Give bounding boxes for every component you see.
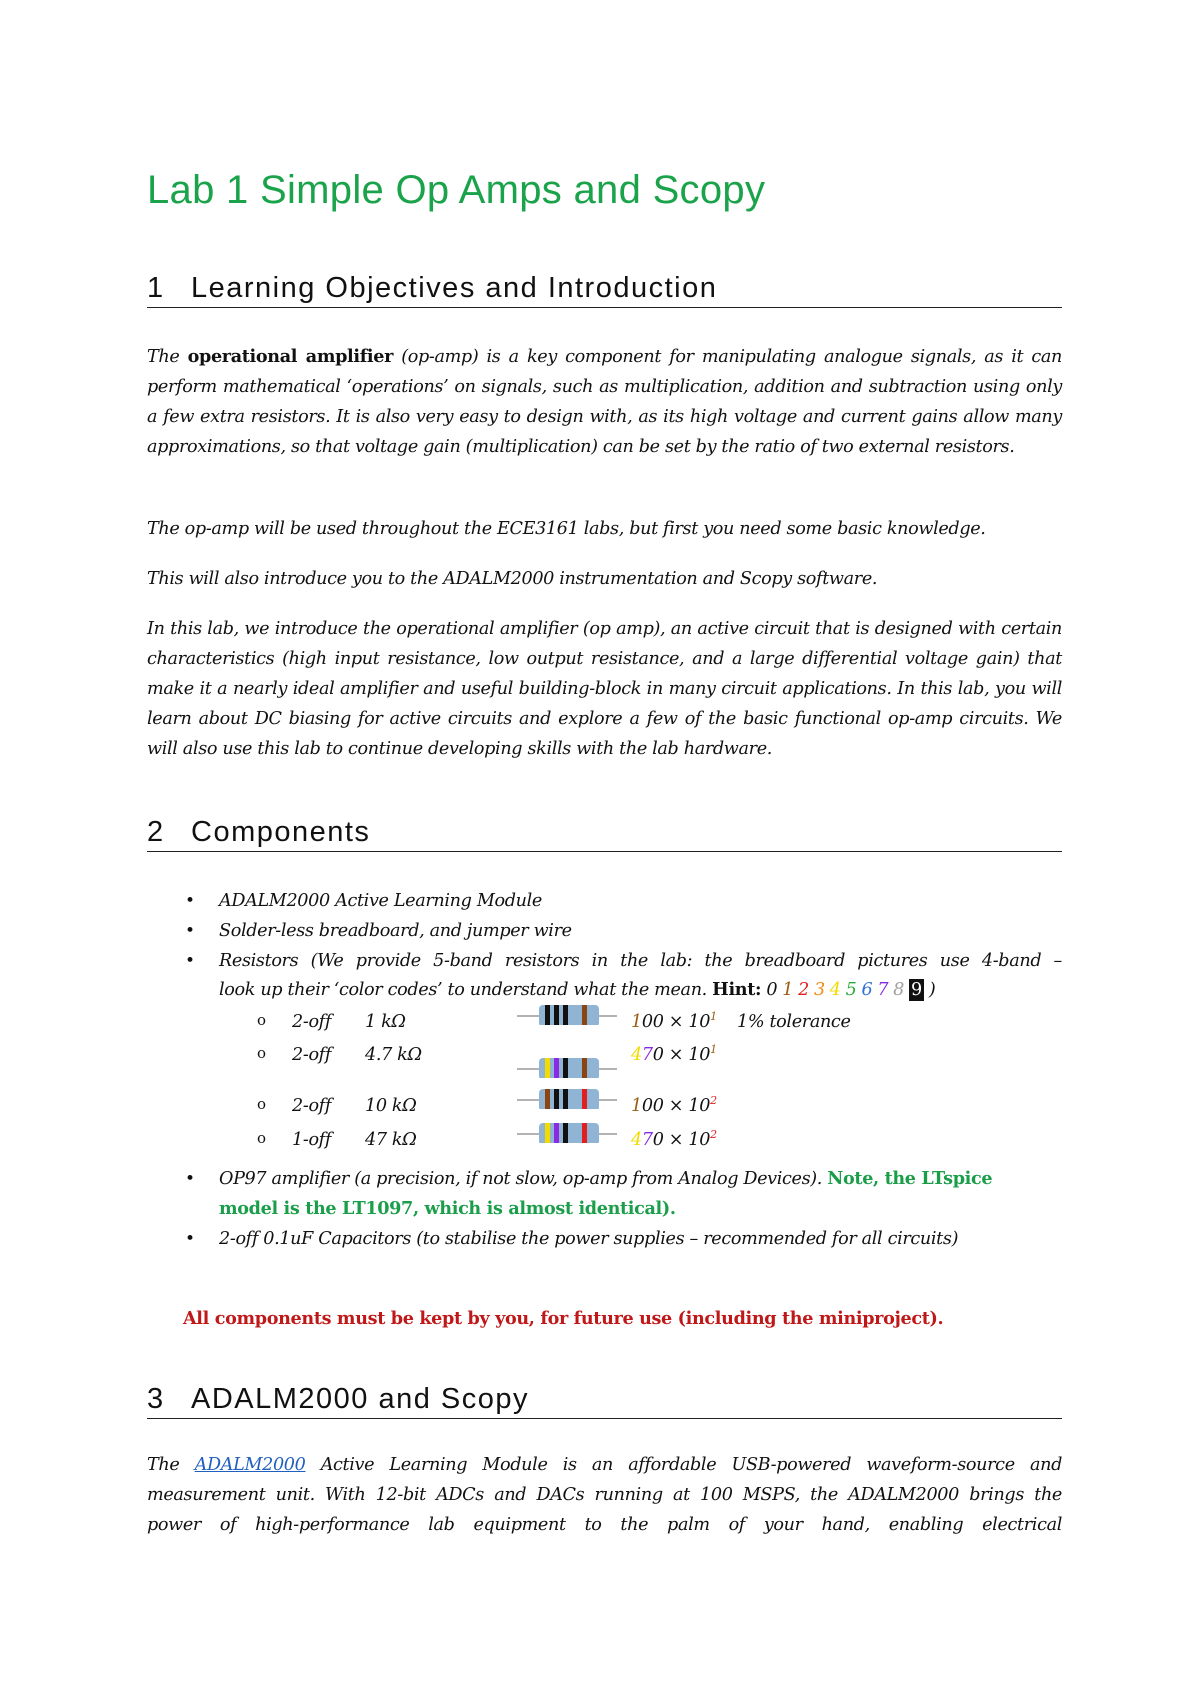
bullet-dot: • (185, 891, 196, 911)
resistor-color-code: $470 \times 10^2$ (631, 1128, 717, 1150)
sub-bullet: o (257, 1044, 267, 1062)
hint-digit-0: 0 (766, 980, 778, 1000)
lab-title: Lab 1 Simple Op Amps and Scopy (147, 168, 766, 212)
resistor-band (554, 1058, 559, 1078)
resistor-band (545, 1058, 550, 1078)
sub-bullet: o (257, 1129, 267, 1147)
resistor-band (554, 1089, 559, 1109)
term-operational-amplifier: operational amplifier (187, 346, 394, 367)
tolerance-note: 1% tolerance (737, 1012, 851, 1032)
resistor-color-code: $100 \times 10^1$ (631, 1010, 717, 1032)
ltspice-note: Note, the LTspice (827, 1168, 993, 1189)
resistor-value: 47 kΩ (365, 1130, 417, 1150)
resistor-band (563, 1058, 568, 1078)
resistor-quantity: 2-off (292, 1045, 332, 1065)
code-digit: 0 (641, 1096, 653, 1116)
resistor-color-band-image (517, 1003, 617, 1025)
bullet-dot: • (185, 921, 196, 941)
section-3-line-2: measurement unit. With 12-bit ADCs and DACs running at 100 MSPS, the ADALM2000 brings the (147, 1485, 1062, 1505)
resistor-band (582, 1005, 587, 1025)
resistor-color-code: $470 \times 10^1$ (631, 1043, 717, 1065)
resistor-quantity: 2-off (292, 1012, 332, 1032)
hint-digit-1: 1 (782, 980, 794, 1000)
resistor-band (563, 1123, 568, 1143)
resistor-value: 1 kΩ (365, 1012, 406, 1032)
component-breadboard: Solder-less breadboard, and jumper wire (219, 921, 572, 941)
code-digit: 1 (631, 1012, 642, 1032)
section-1-paragraph-2: The op-amp will be used throughout the ECE3161 labs, but first you need some basic knowledge. (147, 519, 986, 539)
code-digit: 0 (652, 1096, 664, 1116)
sub-bullet: o (257, 1095, 267, 1113)
resistor-band (545, 1005, 550, 1025)
section-3-line-1: The ADALM2000 Active Learning Module is an affordable USB-powered waveform-source and (147, 1455, 1062, 1475)
section-1-title: Learning Objectives and Introduction (191, 272, 718, 304)
component-resistors-line-2: look up their ‘color codes’ to understand what the mean. Hint: 0 1 2 3 4 5 6 7 8 9 ) (219, 979, 936, 1000)
resistor-band (582, 1058, 587, 1078)
hint-digit-6: 6 (861, 980, 873, 1000)
sub-bullet: o (257, 1011, 267, 1029)
code-digit: 0 (652, 1130, 664, 1150)
section-2-title: Components (191, 816, 371, 848)
resistor-band (554, 1005, 559, 1025)
code-digit: 0 (641, 1012, 653, 1032)
hint-digit-8: 8 (893, 980, 904, 1000)
resistor-value: 4.7 kΩ (365, 1045, 422, 1065)
ltspice-note-continued: model is the LT1097, which is almost identical). (219, 1198, 676, 1219)
bullet-dot: • (185, 1229, 196, 1249)
section-1-paragraph-1: The operational amplifier (op-amp) is a key component for manipulating analogue signals, as it can perform mathematical ‘operations’ on signals, such as multiplication, addition and subtraction using only a few extra resistors. It is also very easy to design with, as its high voltage and current gains allow many approximations, so that voltage gain (multiplication) can be set by the ratio of two external resistors. (147, 346, 1062, 457)
resistor-band (582, 1089, 587, 1109)
hint-label: Hint: (712, 979, 762, 1000)
section-1-number: 1 (147, 272, 165, 304)
adalm2000-link[interactable]: ADALM2000 (194, 1455, 306, 1475)
bullet-dot: • (185, 1169, 196, 1189)
code-digit: 7 (641, 1130, 653, 1150)
resistor-band (545, 1123, 550, 1143)
code-digit: 4 (631, 1130, 642, 1150)
color-code-hint (766, 980, 928, 1000)
resistor-color-band-image (517, 1087, 617, 1109)
component-resistors-line-1: Resistors (We provide 5-band resistors in the lab: the breadboard pictures use 4-band – (219, 951, 1062, 971)
section-3-title: ADALM2000 and Scopy (191, 1383, 530, 1415)
section-1-paragraph-3: This will also introduce you to the ADALM2000 instrumentation and Scopy software. (147, 569, 878, 589)
section-3-line-3: power of high-performance lab equipment to the palm of your hand, enabling electrical (147, 1515, 1062, 1535)
resistor-value: 10 kΩ (365, 1096, 417, 1116)
resistor-band (582, 1123, 587, 1143)
section-2-number: 2 (147, 816, 165, 848)
code-digit: 4 (631, 1045, 642, 1065)
hint-digit-7: 7 (877, 980, 889, 1000)
resistor-quantity: 1-off (292, 1130, 332, 1150)
resistor-band (554, 1123, 559, 1143)
components-warning: All components must be kept by you, for future use (including the miniproject). (183, 1308, 944, 1329)
hint-digit-5: 5 (845, 980, 857, 1000)
resistor-band (545, 1089, 550, 1109)
hint-digit-4: 4 (829, 980, 841, 1000)
resistor-band (563, 1089, 568, 1109)
resistor-color-band-image (517, 1056, 617, 1078)
component-capacitors: 2-off 0.1uF Capacitors (to stabilise the power supplies – recommended for all circuits) (219, 1229, 959, 1249)
code-digit: 1 (631, 1096, 642, 1116)
hint-digit-2: 2 (798, 980, 809, 1000)
bullet-dot: • (185, 951, 196, 971)
code-digit: 0 (652, 1045, 664, 1065)
hint-digit-9: 9 (911, 980, 922, 1000)
section-2-heading (147, 816, 1062, 852)
resistor-color-band-image (517, 1121, 617, 1143)
component-op97: OP97 amplifier (a precision, if not slow, op-amp from Analog Devices). Note, the LTspice (219, 1168, 993, 1189)
code-digit: 0 (652, 1012, 664, 1032)
resistor-quantity: 2-off (292, 1096, 332, 1116)
section-3-heading (147, 1383, 1062, 1419)
section-1-paragraph-4: In this lab, we introduce the operational amplifier (op amp), an active circuit that is designed with certain characteristics (high input resistance, low output resistance, and a large differential voltage gain) that make it a nearly ideal amplifier and useful building-block in many circuit applications. In this lab, you will learn about DC biasing for active circuits and explore a few of the basic functional op-amp circuits. We will also use this lab to continue developing skills with the lab hardware. (147, 619, 1062, 759)
resistor-band (563, 1005, 568, 1025)
resistor-color-code: $100 \times 10^2$ (631, 1094, 717, 1116)
code-digit: 7 (641, 1045, 653, 1065)
section-1-heading (147, 272, 1062, 308)
section-3-number: 3 (147, 1383, 165, 1415)
component-adalm2000: ADALM2000 Active Learning Module (219, 891, 542, 911)
hint-digit-3: 3 (813, 980, 825, 1000)
